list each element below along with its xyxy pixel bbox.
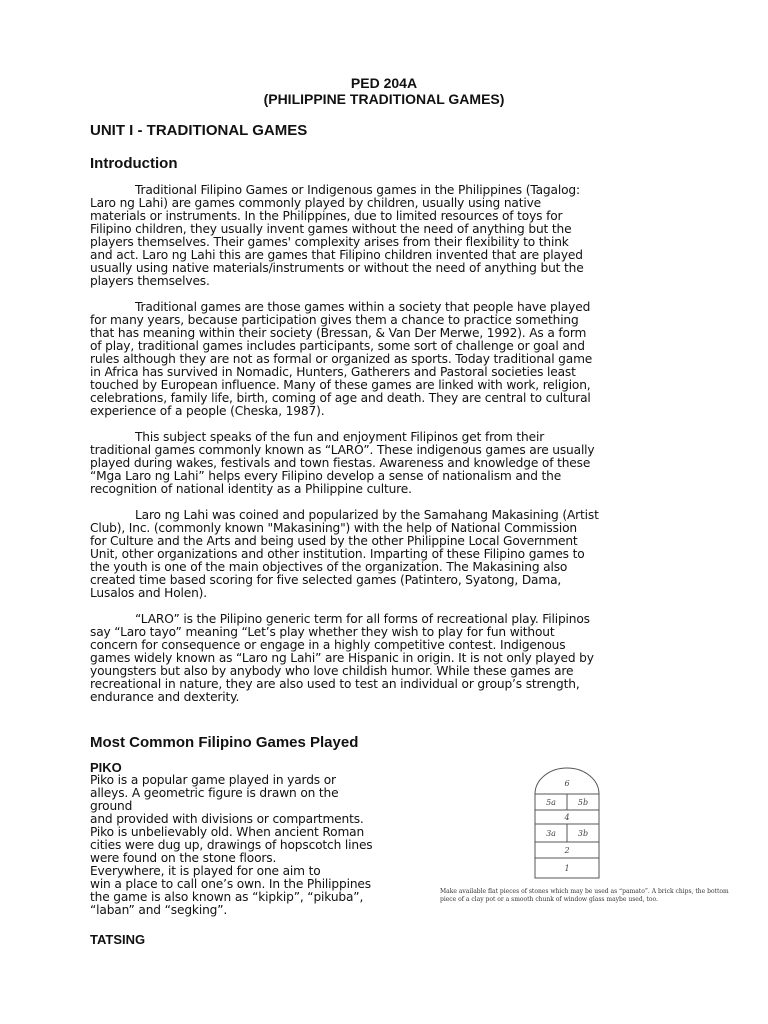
piko-title: PIKO <box>90 760 122 775</box>
paragraph-line: the game is also known as “kipkip”, “pikuba”, <box>90 890 364 904</box>
figure-caption <box>440 888 729 904</box>
piko-description <box>90 774 430 917</box>
paragraph-line: of play, traditional games includes participants, some sort of challenge or goal and <box>90 339 585 353</box>
paragraph-line: “laban” and “segking”. <box>90 903 228 917</box>
box-label-3a: 3a <box>546 829 556 838</box>
paragraph-line: played during wakes, festivals and town fiestas. Awareness and knowledge of these <box>90 456 591 470</box>
paragraph-line: Laro ng Lahi) are games commonly played by children, usually using native <box>90 196 542 210</box>
paragraph-line: players themselves. Their games' complexity arises from their flexibility to think <box>90 235 569 249</box>
paragraph-line: Filipino children, they usually invent games without the need of anything but the <box>90 222 572 236</box>
paragraph-line: and act. Laro ng Lahi this are games that Filipino children invented that are played <box>90 248 583 262</box>
paragraph-line: win a place to call one’s own. In the Philippines <box>90 877 371 891</box>
paragraph-line: This subject speaks of the fun and enjoyment Filipinos get from their <box>135 430 545 444</box>
paragraph-line: the youth is one of the main objectives of the organization. The Makasining also <box>90 560 568 574</box>
paragraph-line: games widely known as “Laro ng Lahi” are Hispanic in origin. It is not only played by <box>90 651 594 665</box>
paragraph-line: were found on the stone floors. <box>90 851 277 865</box>
paragraph-line: touched by European influence. Many of these games are linked with work, religion, <box>90 378 591 392</box>
paragraph-line: Laro ng Lahi was coined and popularized by the Samahang Makasining (Artist <box>135 508 599 522</box>
paragraph-line: “LARO” is the Pilipino generic term for all forms of recreational play. Filipinos <box>135 612 590 626</box>
box-label-5a: 5a <box>546 798 556 807</box>
tatsing-title: TATSING <box>90 932 146 947</box>
paragraph-line: rules although they are not as formal or organized as sports. Today traditional game <box>90 352 593 366</box>
course-code: PED 204A <box>350 75 418 91</box>
paragraph-line: Piko is a popular game played in yards or <box>90 773 336 787</box>
box-label-6: 6 <box>564 779 570 788</box>
common-games-heading: Most Common Filipino Games Played <box>90 734 359 751</box>
intro-paragraph-5 <box>90 613 690 704</box>
paragraph-line: usually using native materials/instruments or without the need of anything but the <box>90 261 584 275</box>
paragraph-line: alleys. A geometric figure is drawn on the <box>90 786 339 800</box>
paragraph-line: Lusalos and Holen). <box>90 586 207 600</box>
hopscotch-diagram <box>437 766 697 908</box>
paragraph-line: “Mga Laro ng Lahi” helps every Filipino develop a sense of nationalism and the <box>90 469 562 483</box>
box-label-1: 1 <box>564 864 570 873</box>
paragraph-line: Unit, other organizations and other institution. Imparting of these Filipino games to <box>90 547 585 561</box>
paragraph-line: created time based scoring for five selected games (Patintero, Syatong, Dama, <box>90 573 562 587</box>
paragraph-line: celebrations, family life, birth, coming of age and death. They are central to cultural <box>90 391 591 405</box>
paragraph-line: youngsters but also by anybody who love childish humor. While these games are <box>90 664 574 678</box>
paragraph-line: materials or instruments. In the Philippines, due to limited resources of toys for <box>90 209 563 223</box>
intro-paragraph-2 <box>90 301 690 418</box>
paragraph-line: Traditional Filipino Games or Indigenous games in the Philippines (Tagalog: <box>135 183 580 197</box>
caption-line: Make available flat pieces of stones which may be used as “pamato”. A brick chips, the bottom <box>440 888 729 895</box>
paragraph-line: ground <box>90 799 133 813</box>
introduction-heading: Introduction <box>90 155 178 172</box>
unit-title: UNIT I - TRADITIONAL GAMES <box>90 122 308 139</box>
course-title: (PHILIPPINE TRADITIONAL GAMES) <box>263 91 505 107</box>
box-label-2: 2 <box>564 846 570 855</box>
paragraph-line: concern for consequence or engage in a highly competitive contest. Indigenous <box>90 638 566 652</box>
paragraph-line: traditional games commonly known as “LARO”. These indigenous games are usually <box>90 443 595 457</box>
intro-paragraph-3 <box>90 431 690 496</box>
paragraph-line: Everywhere, it is played for one aim to <box>90 864 321 878</box>
box-label-3b: 3b <box>577 829 589 838</box>
paragraph-line: recreational in nature, they are also used to test an individual or group’s strength, <box>90 677 580 691</box>
intro-paragraph-4 <box>90 509 690 600</box>
paragraph-line: recognition of national identity as a Philippine culture. <box>90 482 412 496</box>
paragraph-line: that has meaning within their society (Bressan, & Van Der Merwe, 1992). As a form <box>90 326 587 340</box>
paragraph-line: players themselves. <box>90 274 210 288</box>
paragraph-line: say “Laro tayo” meaning “Let’s play whether they wish to play for fun without <box>90 625 555 639</box>
paragraph-line: in Africa has survived in Nomadic, Hunters, Gatherers and Pastoral societies least <box>90 365 576 379</box>
intro-paragraph-1 <box>90 184 690 288</box>
paragraph-line: Traditional games are those games within a society that people have played <box>135 300 591 314</box>
paragraph-line: cities were dug up, drawings of hopscotch lines <box>90 838 373 852</box>
paragraph-line: Piko is unbelievably old. When ancient Roman <box>90 825 365 839</box>
paragraph-line: and provided with divisions or compartments. <box>90 812 364 826</box>
box-label-5b: 5b <box>577 798 589 807</box>
caption-line: piece of a clay pot or a smooth chunk of window glass maybe used, too. <box>440 896 658 903</box>
box-label-4: 4 <box>564 813 570 822</box>
paragraph-line: Club), Inc. (commonly known "Makasining") with the help of National Commission <box>90 521 577 535</box>
paragraph-line: experience of a people (Cheska, 1987). <box>90 404 325 418</box>
paragraph-line: for many years, because participation gives them a chance to practice something <box>90 313 579 327</box>
paragraph-line: endurance and dexterity. <box>90 690 240 704</box>
paragraph-line: for Culture and the Arts and being used by the other Philippine Local Government <box>90 534 578 548</box>
